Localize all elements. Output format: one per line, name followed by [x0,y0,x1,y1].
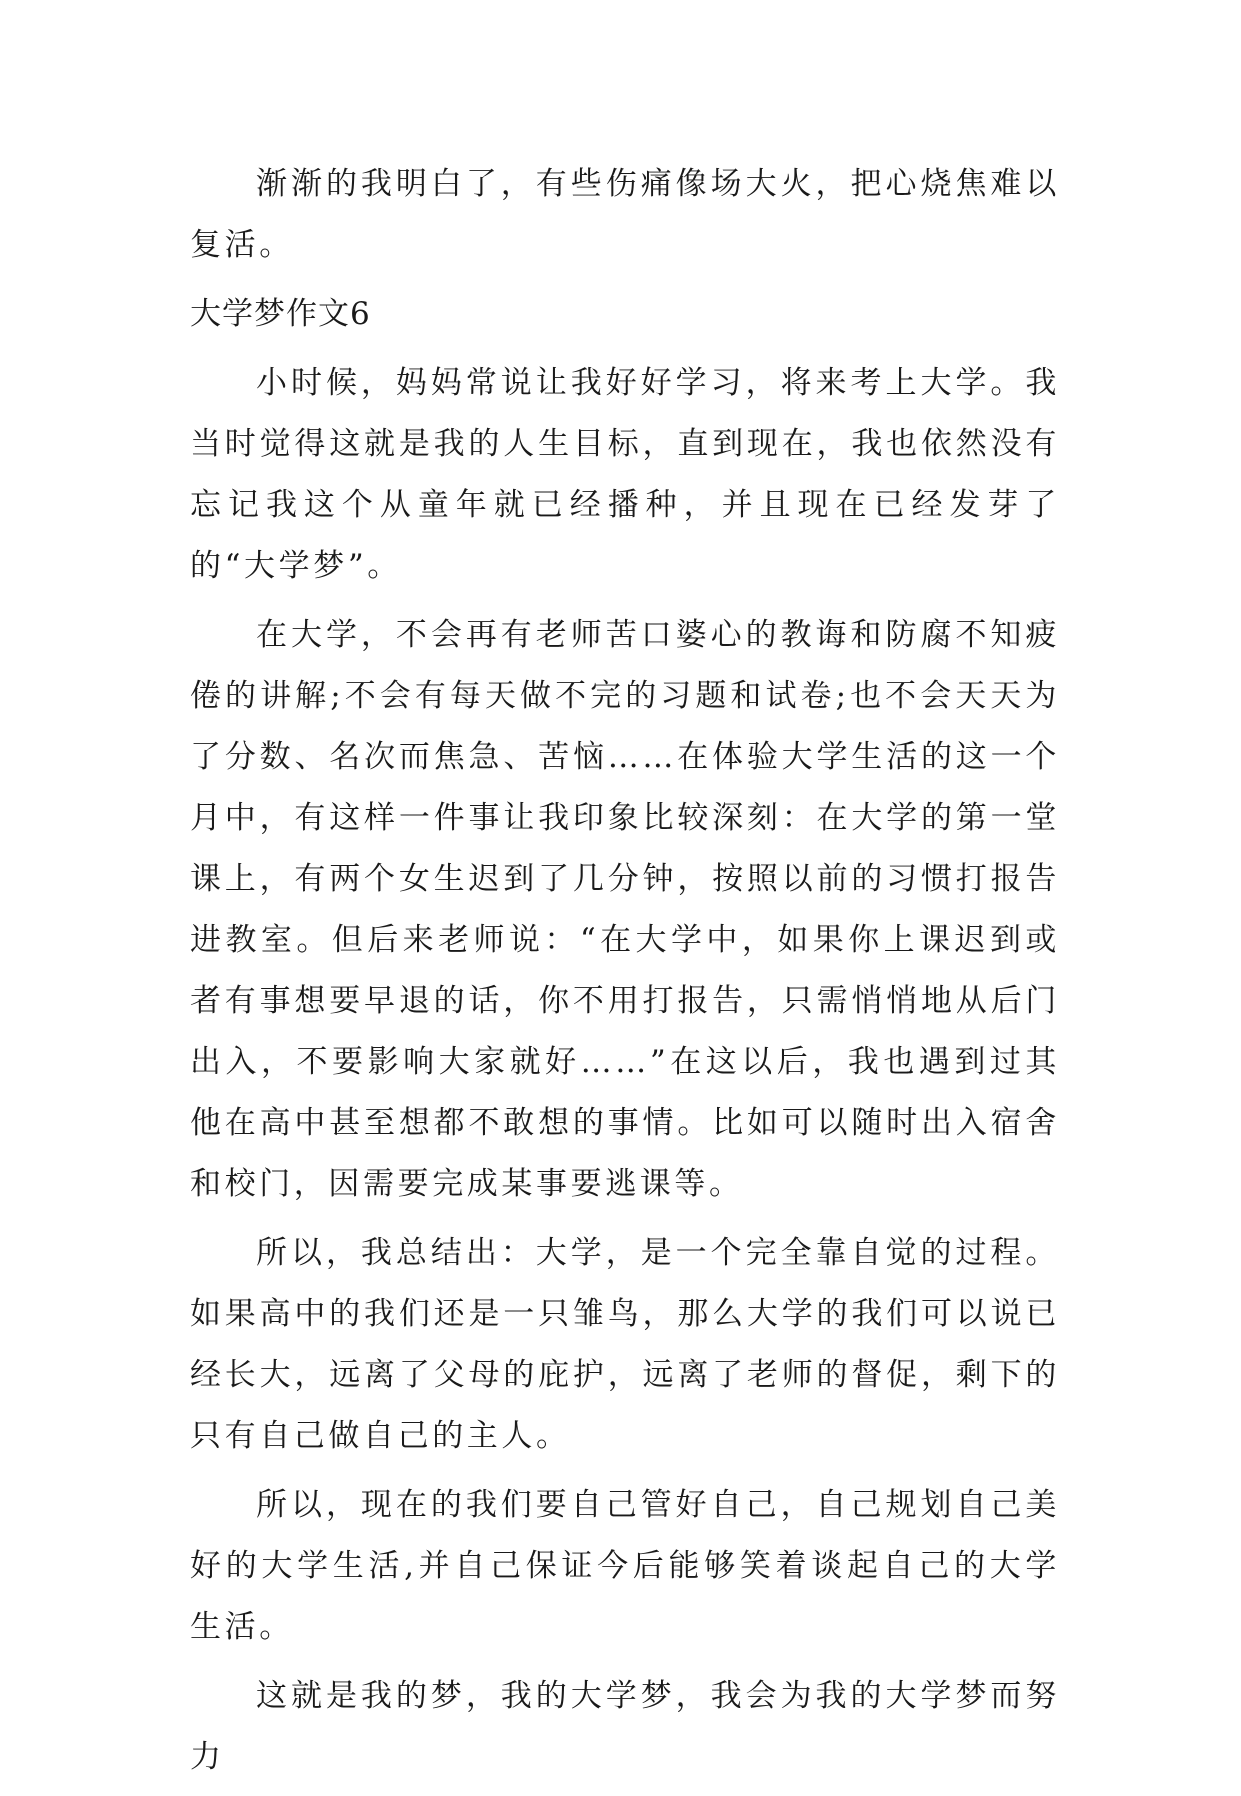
paragraph-university-experience: 在大学，不会再有老师苦口婆心的教诲和防腐不知疲倦的讲解;不会有每天做不完的习题和试卷;也不会天天为了分数、名次而焦急、苦恼……在体验大学生活的这一个月中，有这样一件事让我印象比较深刻：在大学的第一堂课上，有两个女生迟到了几分钟，按照以前的习惯打报告进教室。但后来老师说：“在大学中，如果你上课迟到或者有事想要早退的话，你不用打报告，只需悄悄地从后门出入，不要影响大家就好……”在这以后，我也遇到过其他在高中甚至想都不敢想的事情。比如可以随时出入宿舍和校门，因需要完成某事要逃课等。 [190,617,1060,1202]
essay-body [190,154,1060,1796]
paragraph-self-management: 所以，现在的我们要自己管好自己，自己规划自己美好的大学生活,并自己保证今后能够笑着谈起自己的大学生活。 [190,1487,1060,1645]
paragraph-intro: 渐渐的我明白了，有些伤痛像场大火，把心烧焦难以复活。 [190,166,1060,263]
paragraph-dream: 这就是我的梦，我的大学梦，我会为我的大学梦而努力 [190,1678,1060,1775]
paragraph-conclusion: 所以，我总结出：大学，是一个完全靠自觉的过程。如果高中的我们还是一只雏鸟，那么大学的我们可以说已经长大，远离了父母的庇护，远离了老师的督促，剩下的只有自己做自己的主人。 [190,1235,1060,1454]
essay-heading: 大学梦作文6 [190,296,371,332]
paragraph-childhood: 小时候，妈妈常说让我好好学习，将来考上大学。我当时觉得这就是我的人生目标，直到现在，我也依然没有忘记我这个从童年就已经播种，并且现在已经发芽了的“大学梦”。 [190,365,1060,584]
